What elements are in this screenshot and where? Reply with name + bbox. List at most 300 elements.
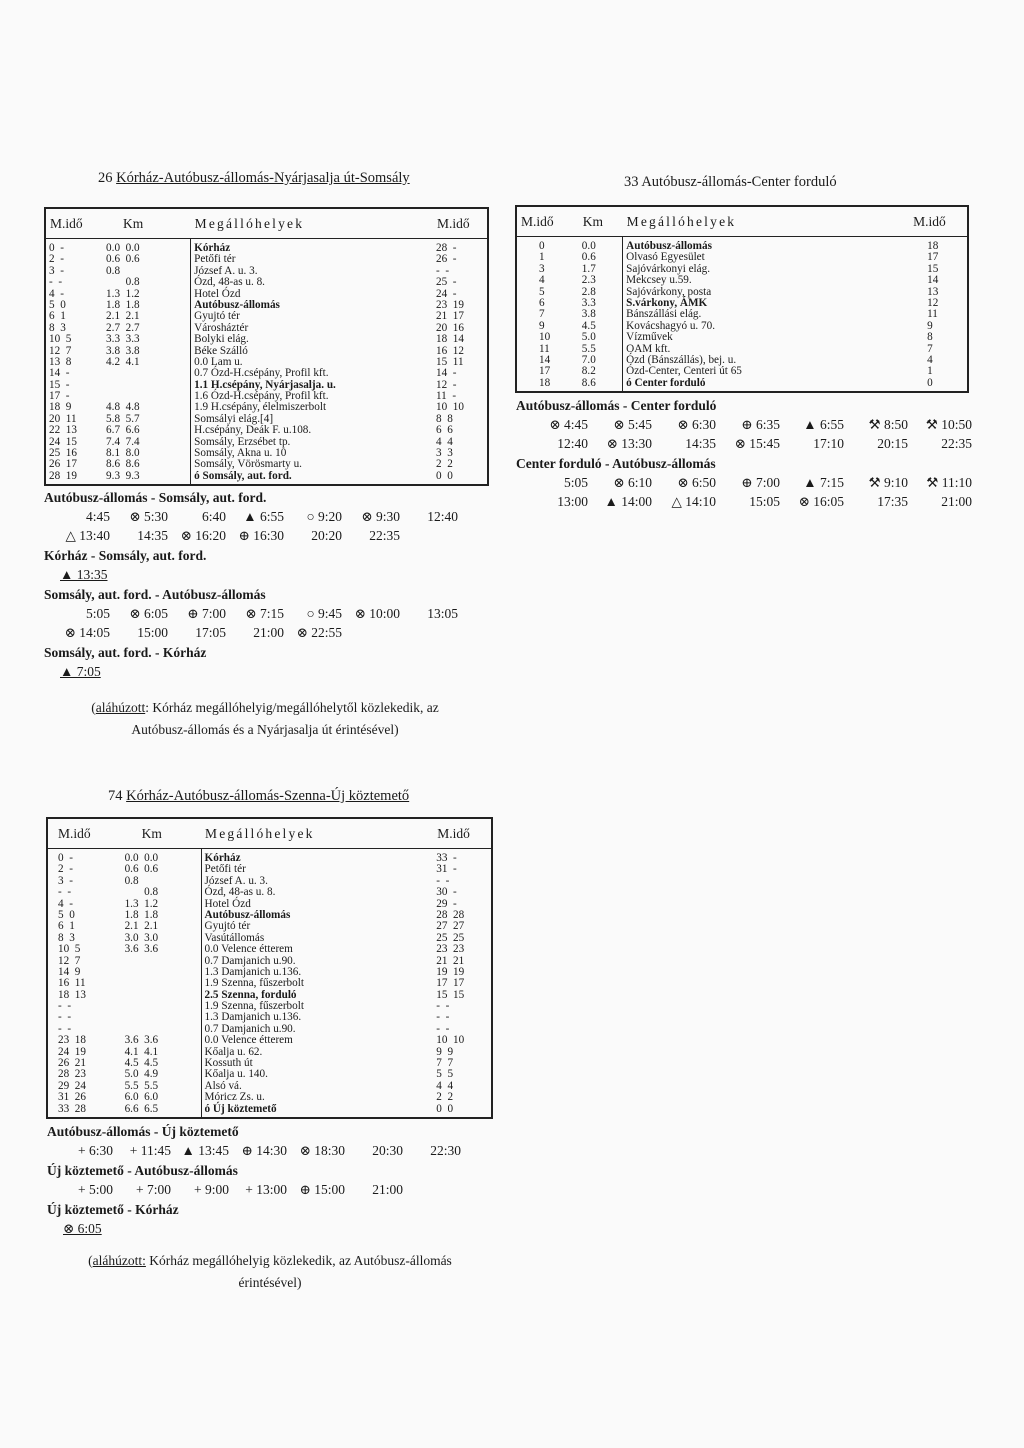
cell: - - (436, 264, 450, 277)
cell (125, 990, 198, 1001)
cell: József A. u. 3. (194, 264, 258, 277)
cell: 12 7 (49, 344, 72, 357)
cell: ó Center forduló (626, 376, 706, 389)
route33-table (515, 205, 969, 393)
departure-time: 20:15 (877, 436, 908, 451)
departure-time: ⊗ 5:30 (129, 509, 168, 524)
cell: 11 - (436, 390, 457, 403)
departure-time: 20:20 (311, 528, 342, 543)
cell: 6 6 (436, 424, 453, 437)
cell: 33 28 (58, 1102, 86, 1115)
cell: 11 (927, 308, 938, 321)
cell: 3.6 3.6 (124, 1034, 159, 1047)
header-stops: Megállóhelyek (623, 206, 909, 237)
col-stops (623, 237, 909, 393)
header-stops: Megállóhelyek (201, 818, 433, 849)
cell: 4.2 4.1 (106, 355, 140, 368)
departure-time: ▲ 6:55 (243, 509, 284, 524)
departure-time: ⊕ 7:00 (187, 606, 226, 621)
cell: 1.3 1.2 (106, 287, 140, 300)
cell: 7.4 7.4 (106, 435, 140, 448)
departure-time: ⚒ 9:10 (868, 475, 908, 490)
col-km (103, 239, 191, 486)
cell: 10 10 (436, 401, 464, 414)
departure-time: + 13:00 (245, 1182, 287, 1197)
cell: Somsály, Vörösmarty u. (194, 458, 302, 471)
cell: 0.6 (581, 251, 596, 264)
cell: 9.3 9.3 (106, 469, 140, 482)
cell: - - (58, 1000, 72, 1013)
cell: 15 - (49, 378, 70, 391)
departure-time: ⊗ 22:55 (296, 625, 342, 640)
cell: 21 21 (436, 954, 465, 967)
departure-row (47, 1221, 497, 1237)
cell: 8.2 (581, 365, 596, 378)
cell: 20 11 (49, 412, 77, 425)
cell: 10 5 (58, 943, 81, 956)
departure-time: 6:40 (201, 509, 226, 524)
cell: 7 (539, 308, 545, 321)
cell: 8 8 (436, 412, 453, 425)
cell: 1.8 1.8 (106, 298, 140, 311)
route26-title-number: 26 (98, 170, 113, 186)
cell: 18 (927, 240, 939, 252)
departure-time: ⊗ 13:30 (606, 436, 652, 451)
departure-time: ⊗ 9:30 (361, 509, 400, 524)
cell: Olvasó Egyesület (626, 251, 705, 264)
cell: 0.6 0.6 (124, 863, 159, 876)
cell: 14 9 (58, 965, 81, 978)
cell: 6 1 (58, 920, 75, 933)
cell: 0 - (58, 852, 73, 864)
cell: 14 (927, 274, 939, 287)
col-mido-right (433, 849, 492, 1118)
section-title: Autóbusz-állomás - Center forduló (516, 398, 717, 413)
cell: 14 (539, 353, 551, 366)
cell: 1.9 Szenna, fűszerbolt (204, 977, 304, 990)
route26-schedule (44, 490, 494, 683)
departure-time: ⊗ 7:15 (245, 606, 284, 621)
cell: 0 0 (436, 1102, 454, 1115)
col-stops (201, 849, 433, 1118)
cell: - - (49, 276, 63, 289)
cell: 2.3 (581, 274, 596, 287)
cell (125, 956, 198, 967)
cell (125, 967, 198, 978)
departure-time: △ 14:10 (671, 494, 716, 509)
route26-title-text: Kórház-Autóbusz-állomás-Nyárjasalja út-Somsály (116, 170, 410, 186)
cell: 0.8 (124, 886, 159, 899)
cell: ó Somsály, aut. ford. (194, 469, 292, 482)
cell: Vízművek (626, 331, 673, 344)
departure-time: ⊗ 5:45 (613, 417, 652, 432)
cell: Bolyki elág. (194, 333, 249, 346)
cell: 0.0 0.0 (106, 242, 140, 254)
cell: 29 - (436, 897, 457, 910)
cell (125, 978, 198, 989)
cell: 12 7 (58, 954, 81, 967)
cell: 1.9 H.csépány, élelmiszerbolt (194, 401, 327, 414)
cell: ó Új köztemető (204, 1102, 277, 1115)
cell: Hotel Ózd (204, 897, 251, 910)
cell: 33 - (436, 852, 457, 864)
cell: - - (436, 1000, 450, 1013)
route26-note: (aláhúzott: Kórház megállóhelyig/megállóhelytől közlekedik, az Autóbusz-állomás és a Nyárjasalja út érintésével) (91, 700, 439, 737)
departure-time: ○ 9:20 (306, 509, 342, 524)
cell: 4.8 4.8 (106, 401, 140, 414)
route74-table (46, 817, 493, 1119)
note-underlined: aláhúzott: (92, 1253, 146, 1268)
col-mido-right (433, 239, 488, 486)
cell: 11 (539, 342, 550, 355)
cell: 0.0 Velence étterem (204, 943, 293, 956)
cell: 18 (539, 376, 551, 389)
cell: József A. u. 3. (204, 874, 268, 887)
departure-time: 5:05 (563, 475, 588, 490)
route26-title (98, 170, 410, 187)
cell: 1 (539, 251, 545, 264)
cell: 28 28 (436, 908, 465, 921)
cell: 15 (927, 262, 939, 275)
section-title: Új köztemető - Autóbusz-állomás (47, 1163, 238, 1178)
route74-title-text: Kórház-Autóbusz-állomás-Szenna-Új köztemető (126, 788, 410, 804)
cell: Ózd (Bánszállás), bej. u. (626, 353, 737, 366)
cell: 10 5 (49, 333, 72, 346)
cell (106, 380, 187, 391)
cell: Petőfi tér (204, 863, 246, 876)
cell: 4 - (49, 287, 64, 300)
cell: 4 4 (436, 435, 453, 448)
departure-time: 17:10 (813, 436, 844, 451)
cell: 2.1 2.1 (124, 920, 159, 933)
cell: 28 23 (58, 1068, 86, 1081)
cell: Kossuth út (204, 1057, 253, 1070)
cell: OAM kft. (626, 342, 671, 355)
departure-time: 15:05 (749, 494, 780, 509)
cell: Autóbusz-állomás (204, 908, 291, 921)
cell: 14 - (49, 367, 70, 380)
cell: 2.5 Szenna, forduló (204, 988, 297, 1001)
departure-time: 14:35 (685, 436, 716, 451)
departure-time: ▲ 7:15 (803, 475, 844, 490)
cell: 1.6 Ózd-H.csépány, Profil kft. (194, 390, 329, 403)
section-title: Center forduló - Autóbusz-állomás (516, 456, 716, 471)
header-mido-left: M.idő (45, 208, 103, 239)
cell: 10 10 (436, 1034, 465, 1047)
section-title: Kórház - Somsály, aut. ford. (44, 548, 207, 563)
cell: 5 (539, 285, 545, 298)
cell: 6.7 6.6 (106, 424, 140, 437)
departure-time: 17:05 (195, 625, 226, 640)
col-mido-right (909, 237, 968, 393)
cell: 18 14 (436, 333, 464, 346)
departure-time: + 7:00 (136, 1182, 171, 1197)
cell: 8.1 8.0 (106, 447, 140, 460)
departure-time: ⊗ 16:05 (798, 494, 844, 509)
departure-time: 13:00 (557, 494, 588, 509)
cell: 1.8 1.8 (124, 908, 159, 921)
cell: 18 13 (58, 988, 86, 1001)
cell: 1.1 H.csépány, Nyárjasalja. u. (194, 378, 336, 391)
cell: 15 15 (436, 988, 465, 1001)
cell: Autóbusz-állomás (194, 298, 280, 311)
departure-time: ⊗ 6:50 (677, 475, 716, 490)
cell (125, 1012, 198, 1023)
cell: 12 (927, 296, 939, 309)
cell: 0 (539, 240, 545, 252)
cell: 8 3 (58, 931, 75, 944)
cell: 4 (539, 274, 545, 287)
departure-time: ○ 9:45 (306, 606, 342, 621)
departure-time: ⊗ 6:05 (63, 1221, 102, 1236)
cell: 5.5 (581, 342, 596, 355)
cell: 3.3 3.3 (106, 333, 140, 346)
departure-time: ⊕ 6:35 (741, 417, 780, 432)
cell: 8 (927, 331, 933, 344)
departure-row (516, 436, 986, 452)
departure-time: ▲ 7:05 (60, 664, 101, 679)
cell: 17 - (49, 390, 70, 403)
cell: 26 - (436, 253, 457, 266)
cell: - - (58, 1022, 72, 1035)
cell: 21 17 (436, 310, 464, 323)
route74-title (108, 788, 409, 805)
route74-title-number: 74 (108, 788, 123, 804)
section-title: Somsály, aut. ford. - Autóbusz-állomás (44, 587, 266, 602)
cell: 0.6 0.6 (106, 253, 140, 266)
section-title: Autóbusz-állomás - Somsály, aut. ford. (44, 490, 267, 505)
departure-row (44, 509, 494, 525)
cell: 12 - (436, 378, 457, 391)
departure-time: ⊗ 16:20 (180, 528, 226, 543)
departure-time: 17:35 (877, 494, 908, 509)
note-line-1: : Kórház megállóhelyig/megállóhelytől közlekedik, az (145, 700, 439, 715)
cell: 0 (927, 376, 933, 389)
cell: 7 7 (436, 1057, 454, 1070)
header-km: Km (579, 206, 623, 237)
cell: 4 (927, 353, 933, 366)
departure-time: ⚒ 8:50 (868, 417, 908, 432)
cell: 6.0 6.0 (124, 1091, 159, 1104)
cell: 4.5 (581, 319, 596, 332)
departure-time: 15:00 (137, 625, 168, 640)
header-mido-right: M.idő (433, 818, 492, 849)
cell: 24 - (436, 287, 457, 300)
cell: 3.6 3.6 (124, 943, 159, 956)
cell: 0.8 (106, 264, 121, 277)
cell: Ózd, 48-as u. 8. (204, 886, 276, 899)
cell: 2 2 (436, 1091, 454, 1104)
note-line-1: Kórház megállóhelyig közlekedik, az Autóbusz-állomás (145, 1253, 452, 1268)
cell: 10 (539, 331, 551, 344)
cell: 2 - (49, 253, 64, 266)
route74-schedule (47, 1124, 497, 1240)
cell: S.várkony, ÁMK (626, 296, 708, 309)
cell: 2.8 (581, 285, 596, 298)
cell: 3.3 (581, 296, 596, 309)
route26-table (44, 207, 489, 486)
cell: H.csépány, Deák F. u.108. (194, 424, 312, 437)
cell: Bánszállási elág. (626, 308, 702, 321)
cell: 5.5 5.5 (124, 1079, 159, 1092)
cell: - - (436, 1022, 450, 1035)
header-mido-left: M.idő (516, 206, 579, 237)
col-km (122, 849, 201, 1118)
cell: 4 4 (436, 1079, 454, 1092)
cell: Mekcsey u.59. (626, 274, 692, 287)
cell: 0.8 (124, 874, 139, 887)
cell: Kórház (204, 852, 241, 864)
cell: 4.1 4.1 (124, 1045, 159, 1058)
cell: 0.0 (581, 240, 596, 252)
cell: 16 11 (58, 977, 86, 990)
cell: 0 - (49, 242, 64, 254)
departure-time: 21:00 (253, 625, 284, 640)
cell: 17 (927, 251, 939, 264)
cell: 5 5 (436, 1068, 454, 1081)
cell: 9 (927, 319, 933, 332)
cell: 25 - (436, 276, 457, 289)
cell: 0.7 Damjanich u.90. (204, 1022, 296, 1035)
departure-time: 22:35 (941, 436, 972, 451)
route33-schedule (516, 398, 986, 513)
departure-row (44, 664, 494, 680)
departure-time: 20:30 (372, 1143, 403, 1158)
cell: Városháztér (194, 321, 249, 334)
cell: 28 - (436, 242, 457, 254)
cell: 1.9 Szenna, fűszerbolt (204, 1000, 304, 1013)
cell: Gyujtó tér (194, 310, 240, 323)
cell: 3.8 (581, 308, 596, 321)
cell: 6 1 (49, 310, 66, 323)
route33-title: 33 Autóbusz-állomás-Center forduló (624, 174, 837, 190)
cell: 23 23 (436, 943, 465, 956)
cell: Béke Szálló (194, 344, 248, 357)
cell: 30 - (436, 886, 457, 899)
cell: 23 18 (58, 1034, 86, 1047)
cell: - - (58, 886, 72, 899)
cell: 16 12 (436, 344, 464, 357)
departure-time: ⊕ 16:30 (238, 528, 284, 543)
departure-time: ⊗ 6:05 (129, 606, 168, 621)
cell: 5 0 (58, 908, 75, 921)
departure-time: 4:45 (85, 509, 110, 524)
departure-row (516, 494, 986, 510)
cell: Kórház (194, 242, 231, 254)
departure-time: 13:05 (427, 606, 458, 621)
note-line-2: Autóbusz-állomás és a Nyárjasalja út érintésével) (131, 722, 399, 737)
cell: Petőfi tér (194, 253, 236, 266)
col-km (579, 237, 623, 393)
departure-time: ▲ 13:45 (181, 1143, 229, 1158)
header-km: Km (103, 208, 191, 239)
cell: 23 19 (436, 298, 464, 311)
cell: 31 26 (58, 1091, 86, 1104)
note-line-2: érintésével) (238, 1275, 302, 1290)
cell: 5.0 (581, 331, 596, 344)
cell: 31 - (436, 863, 457, 876)
cell: Kovácshagyó u. 70. (626, 319, 716, 332)
cell: Sajóvárkony, posta (626, 285, 712, 298)
cell: - - (58, 1011, 72, 1024)
cell: 1.3 1.2 (124, 897, 159, 910)
cell: Autóbusz-állomás (626, 240, 712, 252)
departure-time: + 6:30 (78, 1143, 113, 1158)
cell: 6 (539, 296, 545, 309)
departure-time: 21:00 (372, 1182, 403, 1197)
cell: 13 8 (49, 355, 72, 368)
cell: 3 - (58, 874, 73, 887)
col-stops (191, 239, 433, 486)
cell: 20 16 (436, 321, 464, 334)
header-mido-right: M.idő (909, 206, 968, 237)
cell: 22 13 (49, 424, 77, 437)
departure-time: ⚒ 11:10 (926, 475, 972, 490)
cell: 3 (539, 262, 545, 275)
cell: 28 19 (49, 469, 77, 482)
cell: 9 9 (436, 1045, 454, 1058)
cell: 8.6 (581, 376, 596, 389)
cell: 15 11 (436, 355, 464, 368)
cell: 3 3 (436, 447, 453, 460)
cell: 0.0 Velence étterem (204, 1034, 293, 1047)
departure-time: + 9:00 (194, 1182, 229, 1197)
sched-block (47, 1124, 497, 1237)
header-mido-left: M.idő (47, 818, 122, 849)
header-mido-right: M.idő (433, 208, 488, 239)
cell: 8 3 (49, 321, 66, 334)
departure-time: ⊕ 14:30 (241, 1143, 287, 1158)
cell: 3 - (49, 264, 64, 277)
cell: 2.1 2.1 (106, 310, 140, 323)
cell: 27 27 (436, 920, 465, 933)
departure-time: ▲ 6:55 (803, 417, 844, 432)
departure-row (44, 625, 494, 641)
departure-time: 21:00 (941, 494, 972, 509)
section-title: Autóbusz-állomás - Új köztemető (47, 1124, 239, 1139)
cell: 4.5 4.5 (124, 1057, 159, 1070)
col-mido-left (516, 237, 579, 393)
departure-time: ⊗ 10:00 (354, 606, 400, 621)
cell: Somsály, Akna u. 10 (194, 447, 287, 460)
cell: 17 (539, 365, 551, 378)
departure-time: ⊗ 6:10 (613, 475, 652, 490)
cell: Vasútállomás (204, 931, 265, 944)
cell: Ózd, 48-as u. 8. (194, 276, 265, 289)
departure-time: 14:35 (137, 528, 168, 543)
departure-time: ▲ 13:35 (60, 567, 108, 582)
departure-time: ⊗ 6:30 (677, 417, 716, 432)
cell: Somsályi elág.[4] (194, 412, 274, 425)
cell: 7 (927, 342, 933, 355)
header-km: Km (122, 818, 201, 849)
departure-time: + 5:00 (78, 1182, 113, 1197)
departure-time: 12:40 (427, 509, 458, 524)
cell (106, 368, 187, 379)
departure-row (44, 606, 494, 622)
cell: 0.7 Ózd-H.csépány, Profil kft. (194, 367, 329, 380)
cell: 6.6 6.5 (124, 1102, 159, 1115)
cell: 24 19 (58, 1045, 86, 1058)
col-mido-left (45, 239, 103, 486)
cell: 26 17 (49, 458, 77, 471)
cell: Hotel Ózd (194, 287, 241, 300)
cell: 0.7 Damjanich u.90. (204, 954, 296, 967)
cell: 5 0 (49, 298, 66, 311)
departure-row (516, 417, 986, 433)
cell: 18 9 (49, 401, 72, 414)
cell: 3.8 3.8 (106, 344, 140, 357)
